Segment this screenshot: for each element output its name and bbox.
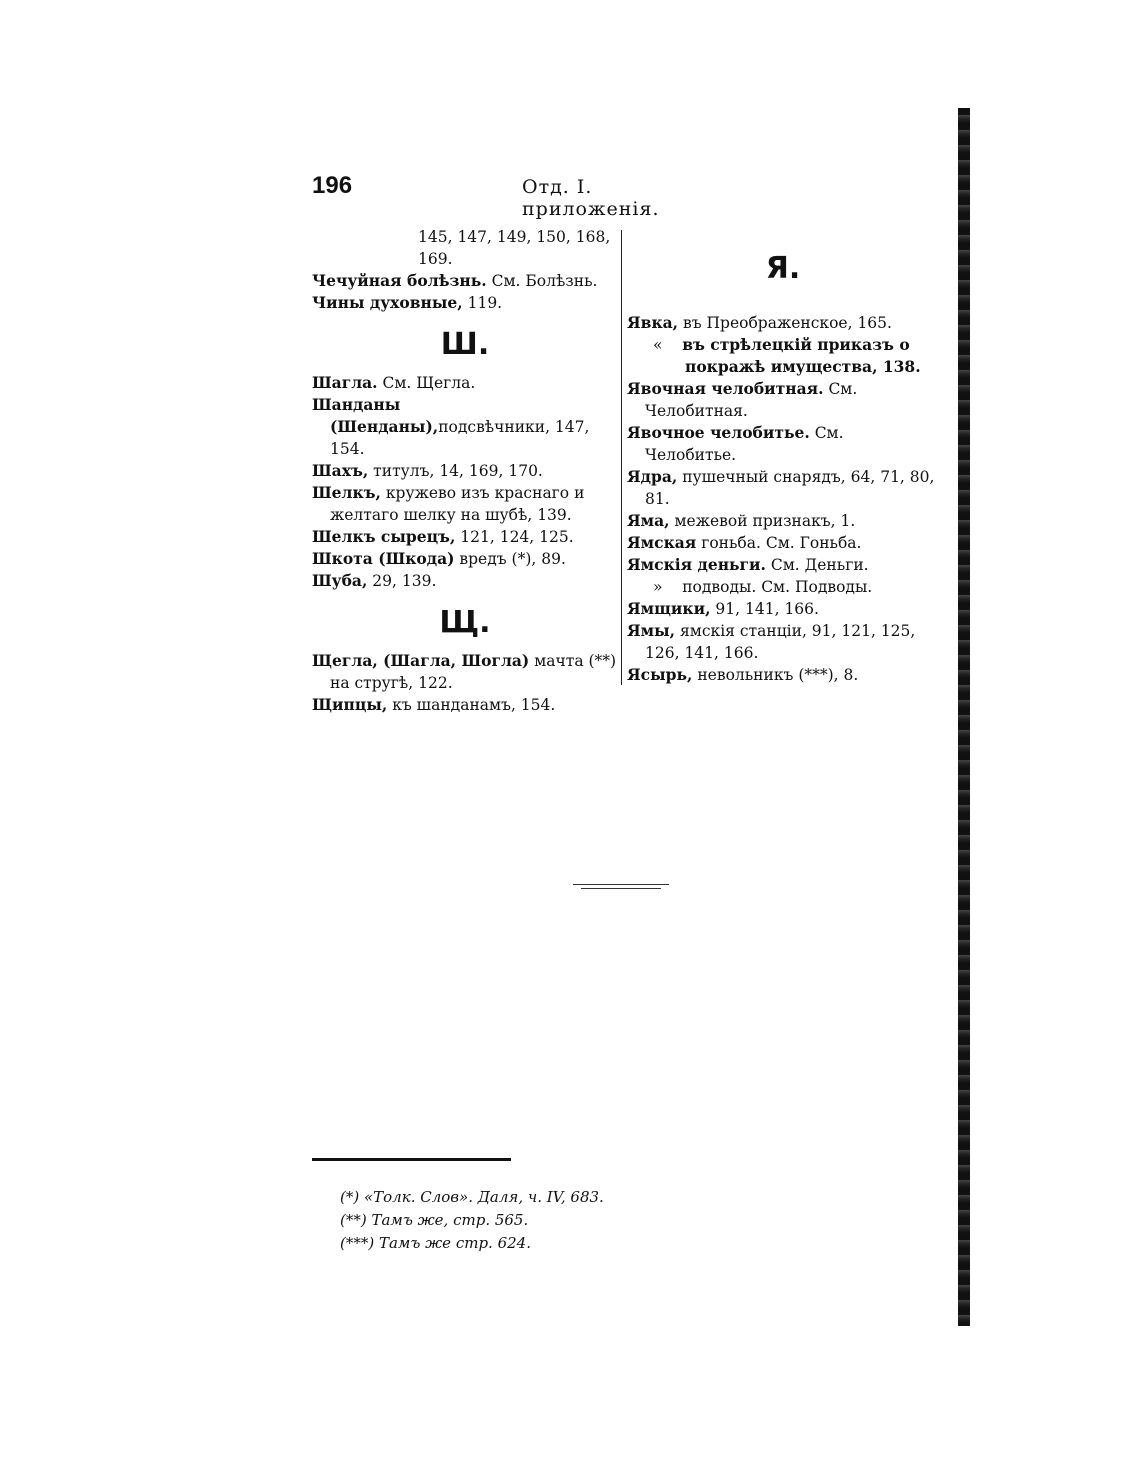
- index-entry: [627, 554, 939, 576]
- entry-text: гоньба. См. Гоньба.: [696, 534, 862, 552]
- page-number: 196: [312, 172, 353, 199]
- entry-text: межевой признакъ, 1.: [669, 512, 856, 530]
- headword: Ямская: [627, 533, 697, 552]
- ditto-mark: »: [653, 578, 663, 596]
- headword: Ямщики,: [627, 599, 711, 618]
- section-heading: Я.: [765, 251, 801, 286]
- headword: Щегла, (Шагла, Шогла): [312, 651, 530, 670]
- index-entry: [627, 664, 939, 686]
- footnote: (***) Тамъ же стр. 624.: [340, 1234, 531, 1252]
- headword: Явка,: [627, 313, 679, 332]
- ornament-rule: [581, 888, 661, 889]
- entry-text: къ шанданамъ, 154.: [387, 696, 556, 714]
- index-entry: [627, 466, 939, 510]
- index-entry: [627, 510, 939, 532]
- entry-text: См. Щегла.: [377, 374, 476, 392]
- index-entry: [312, 482, 618, 526]
- entry-text: титулъ, 14, 169, 170.: [368, 462, 543, 480]
- index-entry: [627, 422, 939, 466]
- entry-text: въ стрѣлецкій приказъ о покражѣ имущества, 138.: [682, 335, 921, 376]
- entry-text: 119.: [462, 294, 503, 312]
- continued-entry: [312, 226, 618, 270]
- index-subentry: [627, 576, 939, 598]
- index-entry: [312, 460, 618, 482]
- headword: Шелкъ сырецъ,: [312, 527, 456, 546]
- headword: Яма,: [627, 511, 670, 530]
- running-title: Отд. I. приложенія.: [522, 176, 660, 220]
- index-entry: [312, 270, 618, 292]
- index-entry: [627, 312, 939, 334]
- right-column: [627, 226, 939, 686]
- index-entry: [627, 598, 939, 620]
- left-column: [312, 226, 618, 716]
- headword: Шуба,: [312, 571, 368, 590]
- entry-text: кружево изъ краснаго и желтаго шелку на шубѣ, 139.: [330, 484, 585, 524]
- headword: Шанданы (Шенданы),: [312, 395, 439, 436]
- entry-text: вредъ (*), 89.: [454, 550, 566, 568]
- headword: Чечуйная болѣзнь.: [312, 271, 487, 290]
- headword: Ясырь,: [627, 665, 693, 684]
- headword: Явочное челобитье.: [627, 423, 810, 442]
- ornament-rule: [573, 884, 669, 885]
- entry-text: 91, 141, 166.: [710, 600, 819, 618]
- footnote-rule: [312, 1158, 511, 1161]
- entry-text: См. Челобитье.: [645, 424, 844, 464]
- entry-text: См. Челобитная.: [645, 380, 858, 420]
- column-divider: [621, 230, 622, 685]
- scanned-spine-edge: [958, 108, 970, 1326]
- footnote: (**) Тамъ же, стр. 565.: [340, 1211, 529, 1229]
- index-entry: [312, 526, 618, 548]
- section-heading: Щ.: [439, 605, 491, 640]
- footnote: (*) «Толк. Слов». Даля, ч. IV, 683.: [340, 1188, 604, 1206]
- continued-line: 145, 147, 149, 150, 168,: [418, 228, 611, 246]
- entry-text: См. Болѣзнь.: [486, 272, 598, 290]
- end-ornament: [573, 884, 669, 892]
- entry-text: подводы. См. Подводы.: [682, 578, 873, 596]
- headword: Ямы,: [627, 621, 676, 640]
- headword: Шахъ,: [312, 461, 369, 480]
- index-entry: [312, 394, 618, 460]
- entry-text: пушечный снарядъ, 64, 71, 80, 81.: [645, 468, 935, 508]
- index-entry: [312, 292, 618, 314]
- index-entry: [312, 548, 618, 570]
- page-header: [312, 172, 732, 220]
- index-entry: [627, 378, 939, 422]
- headword: Шагла.: [312, 373, 378, 392]
- entry-text: См. Деньги.: [765, 556, 869, 574]
- index-entry: [312, 570, 618, 592]
- headword: Явочная челобитная.: [627, 379, 824, 398]
- headword: Ядра,: [627, 467, 678, 486]
- entry-text: 29, 139.: [367, 572, 437, 590]
- headword: Чины духовные,: [312, 293, 463, 312]
- headword: Шелкъ,: [312, 483, 381, 502]
- footnotes: [340, 1186, 604, 1255]
- index-entry: [627, 532, 939, 554]
- index-subentry: [627, 334, 939, 378]
- headword: Шкота (Шкода): [312, 549, 455, 568]
- continued-line: 169.: [418, 250, 453, 268]
- index-entry: [312, 650, 618, 694]
- entry-text: невольникъ (***), 8.: [692, 666, 859, 684]
- entry-text: подсвѣчники, 147, 154.: [330, 418, 590, 458]
- headword: Щипцы,: [312, 695, 388, 714]
- entry-text: 121, 124, 125.: [455, 528, 574, 546]
- ditto-mark: «: [653, 336, 663, 354]
- section-heading: Ш.: [440, 327, 490, 362]
- index-entry: [627, 620, 939, 664]
- entry-text: ямскія станціи, 91, 121, 125, 126, 141, 166.: [645, 622, 916, 662]
- entry-text: въ Преображенское, 165.: [678, 314, 892, 332]
- entry-text: мачта (**) на стругѣ, 122.: [330, 652, 617, 692]
- index-entry: [312, 372, 618, 394]
- index-entry: [312, 694, 618, 716]
- headword: Ямскія деньги.: [627, 555, 766, 574]
